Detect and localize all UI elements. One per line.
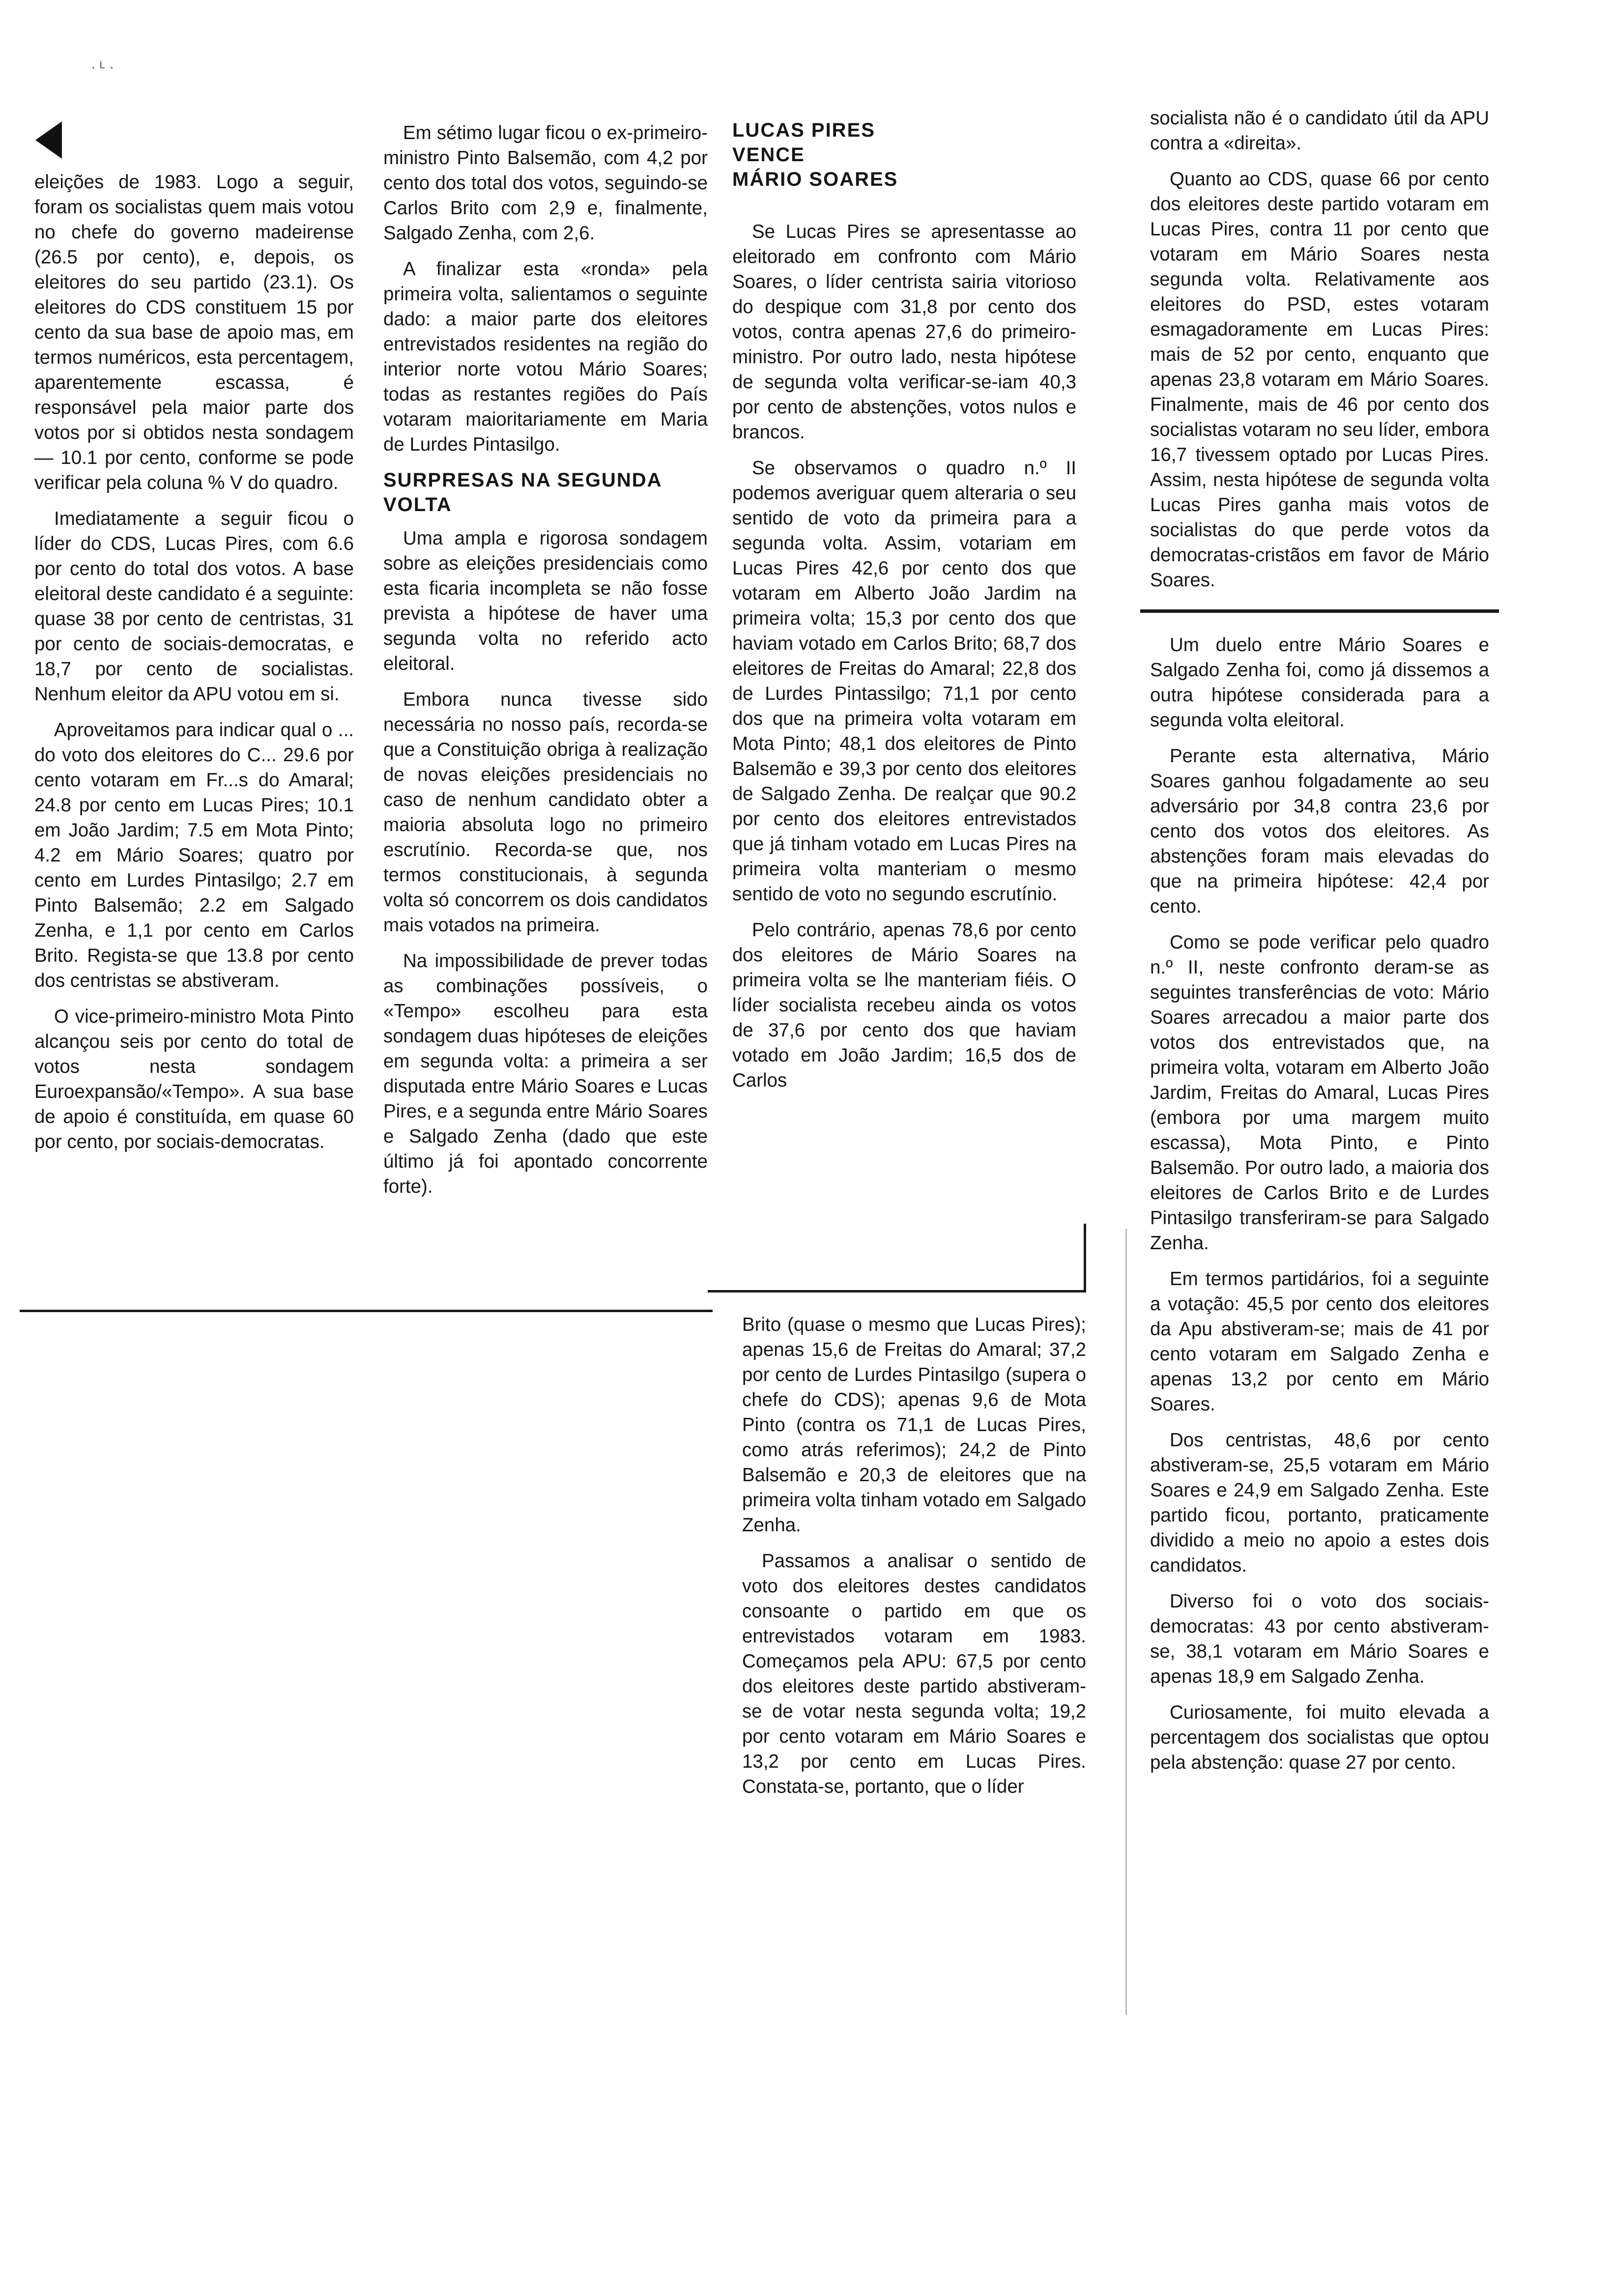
- column-2: [383, 120, 708, 1210]
- col4-paragraph: Quanto ao CDS, quase 66 por cento dos eleitores deste partido votaram em Lucas Pires, contra 11 por cento que votaram em Mário Soares nesta segunda volta. Relativamente aos eleitores do PSD, estes votaram esmagadoramente em Lucas Pires: mais de 52 por cento, enquanto que apenas 23,8 votaram em Mário Soares. Finalmente, mais de 46 por cento dos socialistas votaram no seu líder, embora 16,7 tivessem optado por Lucas Pires. Assim, nesta hipótese de segunda volta Lucas Pires ganha mais votos de socialistas do que perde votos da democratas-cristãos em favor de Mário Soares.: [1150, 169, 1489, 591]
- col2-paragraph: A finalizar esta «ronda» pela primeira volta, salientamos o seguinte dado: a maior parte dos eleitores entrevistados residentes na região do interior norte votou Mário Soares; todas as restantes regiões do País votaram maioritariamente em Maria de Lurdes Pintasilgo.: [383, 258, 708, 455]
- col4-paragraph: Como se pode verificar pelo quadro n.º II, neste confronto deram-se as seguintes transferências de voto: Mário Soares arrecadou a maior parte dos votos dos entrevistados que, na primeira volta, votaram em Alberto João Jardim, Freitas do Amaral, Lucas Pires (embora por uma margem muito escassa), Mota Pinto, e Pinto Balsemão. Por outro lado, a maioria dos eleitores de Carlos Brito e de Lurdes Pintasilgo transferiram-se para Salgado Zenha.: [1150, 932, 1489, 1254]
- col3-paragraph: Pelo contrário, apenas 78,6 por cento dos eleitores de Mário Soares na primeira volta se lhe manteriam fiéis. O líder socialista recebeu ainda os votos de 37,6 por cento dos que haviam votado em João Jardim; 16,5 dos de Carlos: [732, 919, 1076, 1091]
- heading-lucas-pires-line2: VENCE: [732, 144, 805, 166]
- col2-paragraph: Embora nunca tivesse sido necessária no nosso país, recorda-se que a Constituição obriga à realização de novas eleições presidenciais no caso de nenhum candidato obter a maioria absoluta logo no primeiro escrutínio. Recorda-se que, nos termos constitucionais, à segunda volta só concorrem os dois candidatos mais votados na primeira.: [383, 689, 708, 936]
- col3-paragraph: Se observamos o quadro n.º II podemos averiguar quem alteraria o seu sentido de voto da primeira para a segunda volta. Assim, votariam em Lucas Pires 42,6 por cento dos que votaram em Alberto João Jardim na primeira volta; 15,3 por cento dos que haviam votado em Carlos Brito; 68,7 dos eleitores de Freitas do Amaral; 22,8 dos de Lurdes Pintassilgo; 71,1 por cento dos que na primeira volta votaram em Mota Pinto; 48,1 dos eleitores de Pinto Balsemão e 39,3 por cento dos eleitores de Salgado Zenha. De realçar que 90.2 por cento dos eleitores entrevistados que já tinham votado em Lucas Pires na primeira volta manteriam o mesmo sentido de voto no segundo escrutínio.: [732, 458, 1076, 905]
- col2-paragraph: Na impossibilidade de prever todas as combinações possíveis, o «Tempo» escolheu para esta sondagem duas hipóteses de eleições em segunda volta: a primeira a ser disputada entre Mário Soares e Lucas Pires, e a segunda entre Mário Soares e Salgado Zenha (dado que este último já foi apontado concorrente forte).: [383, 950, 708, 1197]
- col3-continuation-paragraph: Brito (quase o mesmo que Lucas Pires); apenas 15,6 de Freitas do Amaral; 37,2 por cento de Lurdes Pintasilgo (supera o chefe do CDS); apenas 9,6 de Mota Pinto (contra os 71,1 de Lucas Pires, como atrás referimos); 24,2 de Pinto Balsemão e 20,3 de eleitores que na primeira volta tinham votado em Salgado Zenha.: [742, 1314, 1086, 1536]
- col1-paragraph: O vice-primeiro-ministro Mota Pinto alcançou seis por cento do total de votos nesta sondagem Euroexpansão/«Tempo». A sua base de apoio é constituída, em quase 60 por cento, por sociais-democratas.: [34, 1006, 354, 1152]
- col1-paragraph: Imediatamente a seguir ficou o líder do CDS, Lucas Pires, com 6.6 por cento do total dos votos. A base eleitoral deste candidato é a seguinte: quase 38 por cento de centristas, 31 por cento de sociais-democratas, e 18,7 por cento de socialistas. Nenhum eleitor da APU votou em si.: [34, 508, 354, 705]
- section-divider: [20, 1310, 713, 1312]
- column-1: [34, 170, 354, 1165]
- column-divider: [1084, 1224, 1086, 1292]
- subheading-surpresas: SURPRESAS NA SEGUNDA VOLTA: [383, 469, 662, 516]
- page-edge-rule: [1125, 1229, 1127, 2015]
- col4-paragraph: Perante esta alternativa, Mário Soares ganhou folgadamente ao seu adversário por 34,8 contra 23,6 por cento dos votos dos eleitores. As abstenções foram mais elevadas do que na primeira hipótese: 42,4 por cento.: [1150, 746, 1489, 917]
- heading-lucas-pires-line3: MÁRIO SOARES: [732, 169, 898, 190]
- continuation-top-rule: [708, 1290, 1086, 1292]
- col4-divider: [1140, 609, 1499, 613]
- column-3: [732, 118, 1076, 1104]
- column-3-continuation: [742, 1312, 1086, 1810]
- col4-paragraph: Dos centristas, 48,6 por cento abstiveram-se, 25,5 votaram em Mário Soares e 24,9 em Salgado Zenha. Este partido ficou, portanto, praticamente dividido a meio no apoio a estes dois candidatos.: [1150, 1430, 1489, 1576]
- col4-paragraph: Diverso foi o voto dos sociais-democratas: 43 por cento abstiveram-se, 38,1 votaram em Mário Soares e apenas 18,9 em Salgado Zenha.: [1150, 1591, 1489, 1687]
- col4-paragraph: Em termos partidários, foi a seguinte a votação: 45,5 por cento dos eleitores da Apu abstiveram-se; mais de 41 por cento votaram em Salgado Zenha e apenas 13,2 por cento em Mário Soares.: [1150, 1268, 1489, 1415]
- col2-paragraph: Uma ampla e rigorosa sondagem sobre as eleições presidenciais como esta ficaria incompleta se não fosse prevista a hipótese de haver uma segunda volta no referido acto eleitoral.: [383, 528, 708, 674]
- heading-lucas-pires-line1: LUCAS PIRES: [732, 119, 875, 141]
- col1-paragraph: eleições de 1983. Logo a seguir, foram os socialistas quem mais votou no chefe do governo madeirense (26.5 por cento), e, depois, os eleitores do seu partido (23.1). Os eleitores do CDS constituem 15 por cento da sua base de apoio mas, em termos numéricos, esta percentagem, aparentemente escassa, é responsável pela maior parte dos votos por si obtidos nesta sondagem — 10.1 por cento, conforme se pode verificar pela coluna % V do quadro.: [34, 172, 354, 493]
- column-4: [1150, 106, 1489, 1786]
- corner-arrow-icon: [33, 120, 63, 165]
- col1-paragraph: Aproveitamos para indicar qual o ... do voto dos eleitores do C... 29.6 por cento votaram em Fr...s do Amaral; 24.8 por cento em Lucas Pires; 10.1 em João Jardim; 7.5 em Mota Pinto; 4.2 em Mário Soares; quatro por cento em Lurdes Pintasilgo; 2.7 em Pinto Balsemão; 2.2 em Salgado Zenha, e 1,1 por cento em Carlos Brito. Regista-se que 13.8 por cento dos centristas se abstiveram.: [34, 719, 354, 991]
- col4-paragraph: Um duelo entre Mário Soares e Salgado Zenha foi, como já dissemos a outra hipótese considerada para a segunda volta eleitoral.: [1150, 634, 1489, 731]
- col2-paragraph: Em sétimo lugar ficou o ex-primeiro-ministro Pinto Balsemão, com 4,2 por cento dos total dos votos, seguindo-se Carlos Brito com 2,9 e, finalmente, Salgado Zenha, com 2,6.: [383, 122, 708, 244]
- col4-paragraph: socialista não é o candidato útil da APU contra a «direita».: [1150, 108, 1489, 154]
- header-marks: · ᴸ ·: [91, 59, 115, 75]
- col3-paragraph: Se Lucas Pires se apresentasse ao eleitorado em confronto com Mário Soares, o líder centrista sairia vitorioso do despique com 31,8 por cento dos votos, contra apenas 27,6 do primeiro-ministro. Por outro lado, nesta hipótese de segunda volta verificar-se-iam 40,3 por cento de abstenções, votos nulos e brancos.: [732, 221, 1076, 443]
- col3-continuation-paragraph: Passamos a analisar o sentido de voto dos eleitores destes candidatos consoante o partido em que os entrevistados votaram em 1983. Começamos pela APU: 67,5 por cento dos eleitores deste partido abstiveram-se de votar nesta segunda volta; 19,2 por cento votaram em Mário Soares e 13,2 por cento em Lucas Pires. Constata-se, portanto, que o líder: [742, 1550, 1086, 1797]
- col4-paragraph: Curiosamente, foi muito elevada a percentagem dos socialistas que optou pela abstenção: quase 27 por cento.: [1150, 1702, 1489, 1773]
